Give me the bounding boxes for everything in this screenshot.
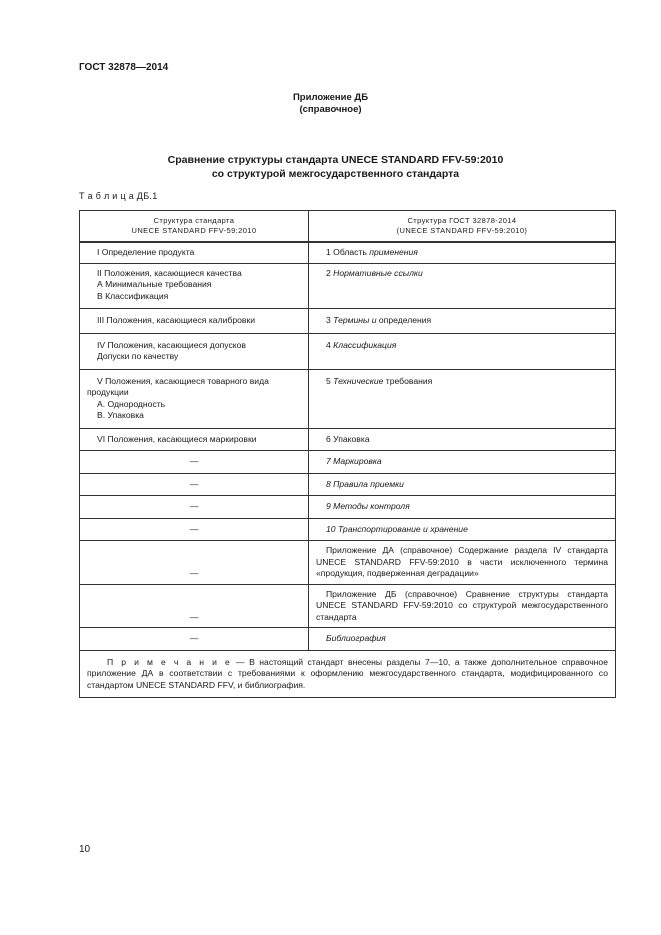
cell-unece-empty: — <box>80 496 309 519</box>
cell-text-italic: 9 Методы контроля <box>326 501 410 511</box>
cell-text-italic: Нормативные ссылки <box>333 267 423 278</box>
cell-text-italic: 7 Маркировка <box>326 456 382 466</box>
table-row <box>80 428 616 451</box>
table-label: Т а б л и ц а ДБ.1 <box>79 191 158 201</box>
cell-text: А Минимальные требования <box>97 279 212 289</box>
cell-text: IV Положения, касающиеся допусков <box>97 339 246 350</box>
cell-gost: Приложение ДА (справочное) Содержание раздела IV стандарта UNECE STANDARD FFV-59:2010 в части исключенного термина «продукция, подверженная деградации» <box>309 541 616 585</box>
cell-unece <box>80 263 309 309</box>
page-number: 10 <box>79 844 91 855</box>
appendix-title: Приложение ДБ <box>292 92 369 103</box>
cell-gost <box>309 628 616 651</box>
cell-text: определения <box>376 315 432 325</box>
cell-text: II Положения, касающиеся качества <box>97 267 242 278</box>
table-row <box>80 518 616 541</box>
cell-gost <box>309 473 616 496</box>
cell-text: I Определение продукта <box>97 247 195 257</box>
cell-gost <box>309 263 616 309</box>
cell-unece-empty: — <box>80 584 309 628</box>
heading-line-2: со структурой межгосударственного стандарта <box>211 168 460 180</box>
table-row <box>80 473 616 496</box>
column-header-text: Структура ГОСТ 32878-2014 <box>407 216 517 225</box>
appendix-title-block <box>0 92 661 116</box>
table-row <box>80 541 616 585</box>
appendix-subtitle: (справочное) <box>299 104 362 115</box>
cell-unece <box>80 309 309 334</box>
cell-gost <box>309 428 616 451</box>
cell-text: В. Упаковка <box>97 410 144 420</box>
section-heading <box>70 153 601 181</box>
cell-unece <box>80 428 309 451</box>
cell-unece-empty: — <box>80 451 309 474</box>
note-label: П р и м е ч а н и е <box>107 656 232 667</box>
cell-unece-empty: — <box>80 541 309 585</box>
table-row <box>80 496 616 519</box>
cell-text-italic: Термины и <box>333 315 377 325</box>
table-row <box>80 263 616 309</box>
standard-code: ГОСТ 32878—2014 <box>79 62 169 73</box>
cell-unece <box>80 333 309 369</box>
table-row <box>80 628 616 651</box>
column-header-text: UNECE STANDARD FFV-59:2010 <box>131 226 257 235</box>
cell-text-italic: применения <box>369 247 418 257</box>
cell-gost <box>309 496 616 519</box>
cell-text: 1 Область <box>326 247 370 257</box>
cell-text: 3 <box>326 315 334 325</box>
note-text: — В настоящий стандарт внесены разделы 7—10, а также дополнительное справочное приложение ДА в соответствии с требованиями к оформлению межгосударственного стандарта, модифицированного со стандартом UNECE STANDARD FFV, и библиография. <box>87 656 608 690</box>
cell-gost <box>309 333 616 369</box>
cell-text: А. Однородность <box>97 398 166 409</box>
cell-text: 4 <box>326 339 334 350</box>
table-row <box>80 451 616 474</box>
table-header-row <box>80 211 616 243</box>
cell-text: VI Положения, касающиеся маркировки <box>97 433 257 444</box>
cell-text-italic: Библиография <box>326 633 386 643</box>
cell-text-italic: Классификация <box>333 339 397 350</box>
column-header-gost <box>309 211 616 243</box>
cell-text: 5 <box>326 375 334 386</box>
table-row <box>80 242 616 263</box>
cell-text-italic: 8 Правила приемки <box>326 478 404 489</box>
cell-text: В Классификация <box>97 290 169 301</box>
cell-text: 2 <box>326 267 334 278</box>
cell-gost <box>309 242 616 263</box>
table-row <box>80 584 616 628</box>
cell-gost <box>309 518 616 541</box>
cell-text: 6 Упаковка <box>326 433 370 444</box>
column-header-text: Структура стандарта <box>153 216 235 225</box>
cell-text: V Положения, касающиеся товарного вида продукции <box>87 375 269 397</box>
cell-gost <box>309 309 616 334</box>
cell-unece <box>80 369 309 428</box>
table-row <box>80 309 616 334</box>
column-header-text: (UNECE STANDARD FFV-59:2010) <box>396 226 528 235</box>
cell-text-italic: Технические <box>333 375 384 386</box>
comparison-table <box>79 210 616 698</box>
cell-gost: Приложение ДБ (справочное) Сравнение структуры стандарта UNECE STANDARD FFV-59:2010 со структурой межгосударственного стандарта <box>309 584 616 628</box>
cell-gost <box>309 451 616 474</box>
cell-text: Допуски по качеству <box>97 351 179 361</box>
cell-unece-empty: — <box>80 473 309 496</box>
column-header-unece <box>80 211 309 243</box>
table-note-row <box>80 650 616 698</box>
table-note <box>80 650 616 698</box>
table-row <box>80 333 616 369</box>
cell-unece-empty: — <box>80 518 309 541</box>
cell-text-italic: 10 Транспортирование и хранение <box>326 523 468 534</box>
heading-line-1: Сравнение структуры стандарта UNECE STANDARD FFV-59:2010 <box>167 154 504 166</box>
cell-unece-empty: — <box>80 628 309 651</box>
cell-unece <box>80 242 309 263</box>
cell-text: III Положения, касающиеся калибровки <box>97 315 256 325</box>
cell-gost <box>309 369 616 428</box>
cell-text: требования <box>383 375 433 386</box>
table-row <box>80 369 616 428</box>
